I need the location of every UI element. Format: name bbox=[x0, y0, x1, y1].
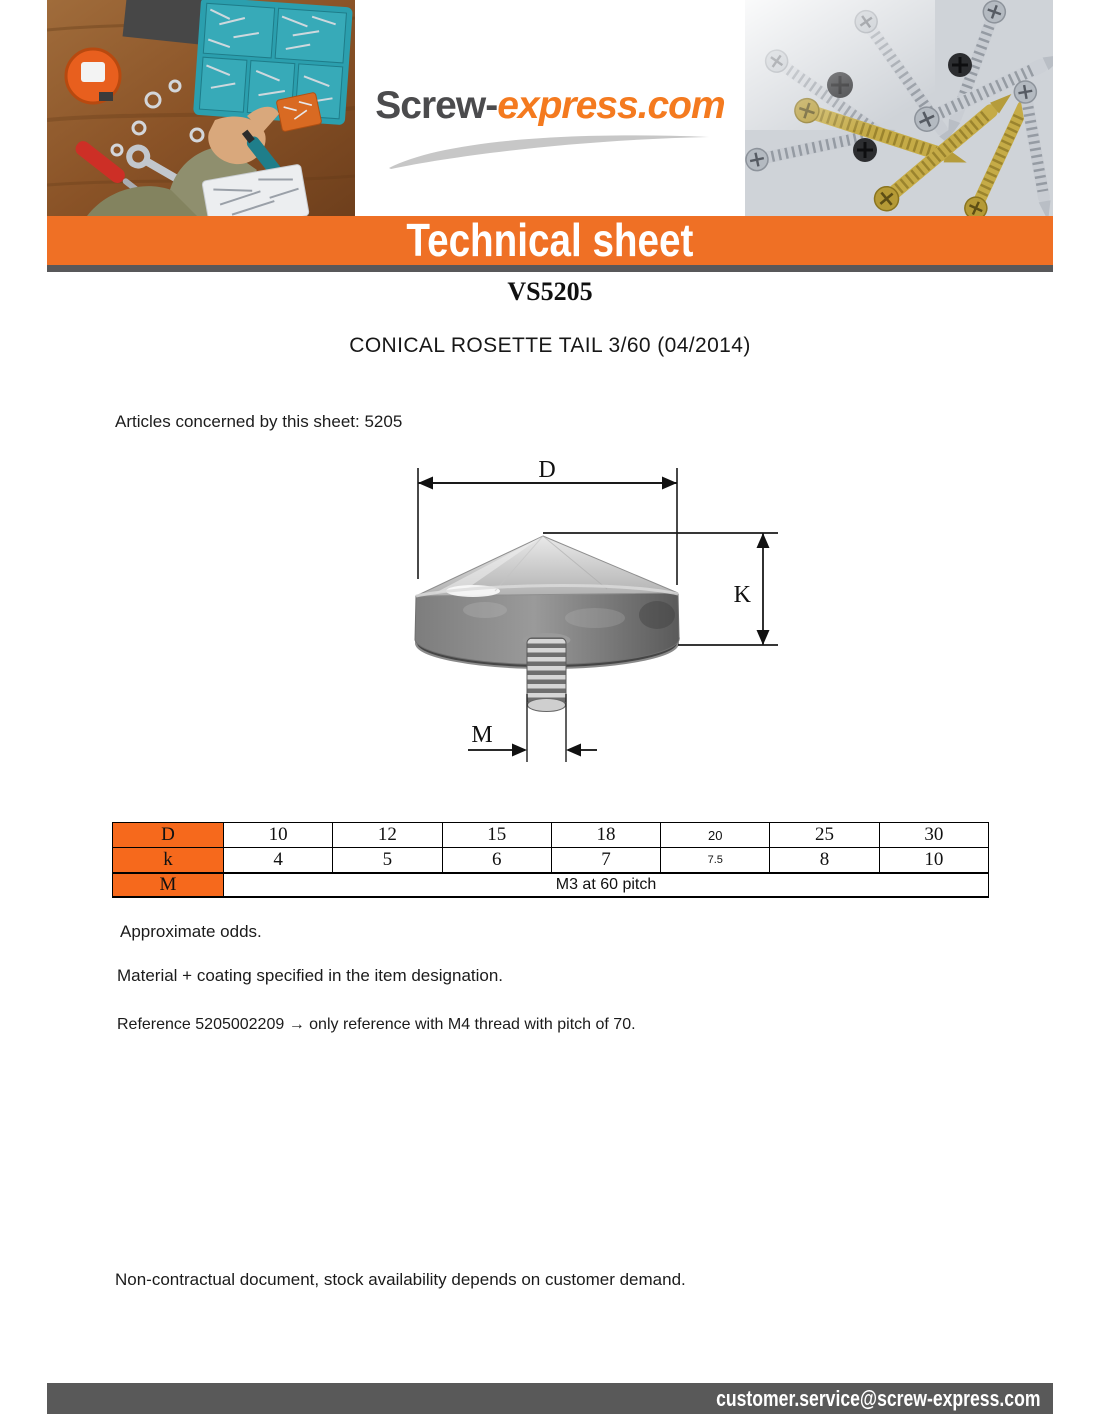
screw-pile-photo-art bbox=[745, 0, 1053, 216]
note-approximate-odds: Approximate odds. bbox=[120, 922, 262, 941]
cell-k-2: 6 bbox=[442, 848, 551, 873]
dimension-label-k: K bbox=[733, 582, 751, 608]
screw-pile-photo bbox=[745, 0, 1053, 216]
cell-d-5: 25 bbox=[770, 823, 879, 848]
articles-line: Articles concerned by this sheet: 5205 bbox=[115, 412, 403, 431]
row-label-d: D bbox=[113, 823, 224, 848]
table-row-m bbox=[113, 873, 989, 897]
logo-swoosh-icon bbox=[381, 128, 716, 174]
cell-m-span: M3 at 60 pitch bbox=[224, 873, 989, 897]
table-row-k bbox=[113, 848, 989, 873]
row-label-m: M bbox=[113, 873, 224, 897]
dimension-diagram bbox=[395, 450, 805, 780]
document-code: VS5205 bbox=[507, 277, 593, 306]
cell-d-0: 10 bbox=[224, 823, 333, 848]
note-material-coating: Material + coating specified in the item designation. bbox=[117, 966, 504, 985]
cell-k-1: 5 bbox=[333, 848, 442, 873]
banner bbox=[47, 216, 1053, 265]
workbench-photo bbox=[47, 0, 355, 216]
cell-d-2: 15 bbox=[442, 823, 551, 848]
note-reference: Reference 5205002209 → only reference with M4 thread with pitch of 70. bbox=[117, 1016, 636, 1033]
disclaimer-text: Non-contractual document, stock availability depends on customer demand. bbox=[115, 1270, 686, 1289]
cell-d-4: 20 bbox=[661, 823, 770, 848]
logo bbox=[355, 0, 745, 216]
cell-d-1: 12 bbox=[333, 823, 442, 848]
footer-bar bbox=[47, 1383, 1053, 1414]
row-label-k: k bbox=[113, 848, 224, 873]
footer-email[interactable]: customer.service@screw-express.com bbox=[715, 1386, 1040, 1411]
dimension-label-m: M bbox=[471, 722, 493, 748]
logo-text-express: express.com bbox=[497, 84, 725, 127]
logo-text-screw: Screw- bbox=[375, 84, 498, 127]
cell-k-6: 10 bbox=[879, 848, 988, 873]
header-divider bbox=[47, 265, 1053, 272]
table-row-d bbox=[113, 823, 989, 848]
dimension-label-d: D bbox=[538, 457, 556, 483]
cell-k-0: 4 bbox=[224, 848, 333, 873]
workbench-photo-art bbox=[47, 0, 355, 216]
cell-k-3: 7 bbox=[551, 848, 660, 873]
cell-d-3: 18 bbox=[551, 823, 660, 848]
header bbox=[47, 0, 1053, 216]
dimensions-table bbox=[112, 822, 989, 898]
rosette-illustration bbox=[415, 536, 679, 712]
logo-text bbox=[355, 84, 745, 128]
banner-title: Technical sheet bbox=[406, 216, 694, 265]
cell-k-5: 8 bbox=[770, 848, 879, 873]
cell-d-6: 30 bbox=[879, 823, 988, 848]
document-title: CONICAL ROSETTE TAIL 3/60 (04/2014) bbox=[349, 334, 751, 357]
cell-k-4: 7.5 bbox=[661, 848, 770, 873]
